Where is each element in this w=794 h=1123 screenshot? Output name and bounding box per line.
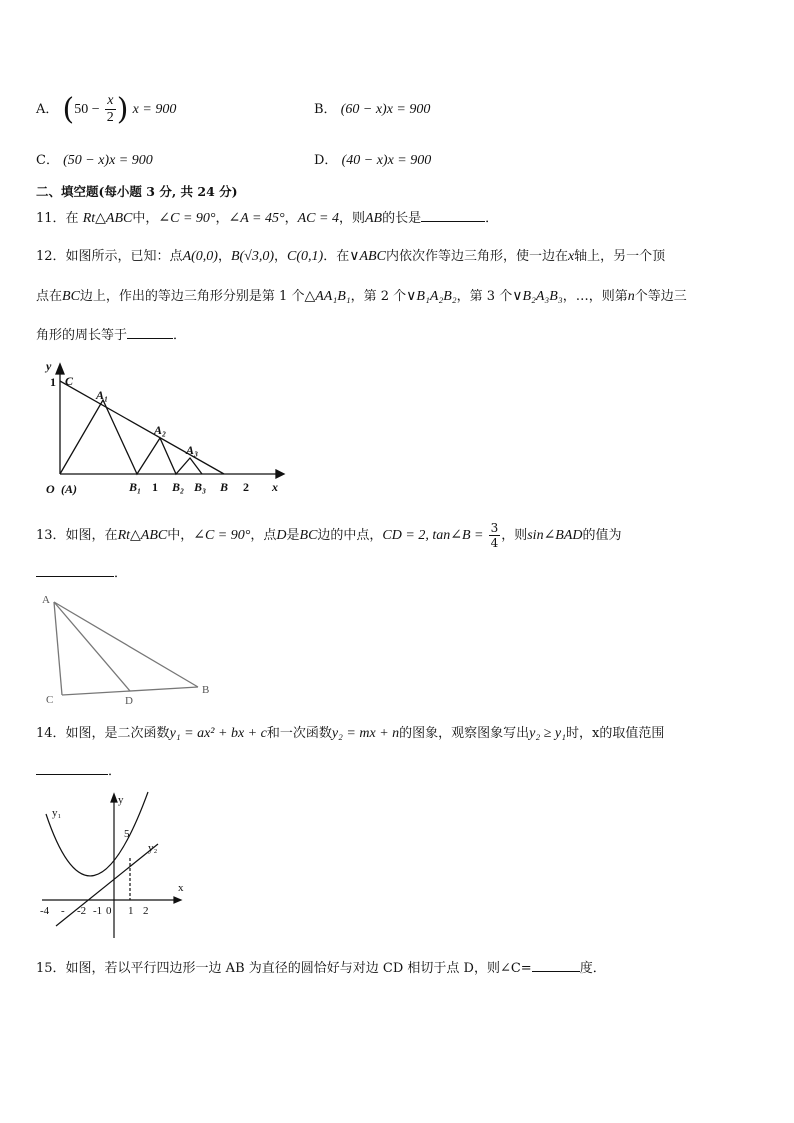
y2-label: y₂ [148,842,158,854]
option-a-frac-num: x [105,94,116,110]
q11-text: 中， [132,211,159,226]
a1-label: A₁ [96,388,109,402]
right-paren: ) [116,92,129,127]
triangles-zigzag [60,400,202,474]
question-14 [36,722,664,742]
q14-math: y₂ ≥ y₁ [529,726,567,741]
option-b-math: (60 − x)x = 900 [340,102,431,117]
q14-text: 的图象，观察图象写出 [399,726,530,741]
option-d-label: D． [314,153,338,168]
option-b [314,98,430,118]
question-12-line-2 [36,285,687,305]
q12-math: ∨B₁A₂B₂ [406,289,457,304]
one-label: 1 [128,905,134,917]
q14-text: 如图，是二次函数 [65,726,170,741]
q12-text: 如图所示，已知：点 [65,249,183,264]
side-ab [54,602,198,687]
option-c [36,149,153,169]
c-label: C [46,694,54,705]
y-label: y [46,359,52,373]
q13-math: Rt△ABC [117,528,168,543]
a2-label: A₂ [154,423,167,437]
x-axis-arrow [174,897,181,903]
q11-text: ， [284,211,298,226]
question-13 [36,522,622,549]
q13-text: 是 [286,528,300,543]
q12-text: 角形的周长等于 [36,328,128,343]
q13-math: ∠C = 90° [193,528,251,543]
two-label: 2 [143,905,149,917]
q14-end: ． [108,764,122,779]
left-paren: ( [62,92,75,127]
q12-math: ∨ABC [349,249,386,264]
q11-text: ，则 [338,211,365,226]
b2-label: B₂ [172,480,185,494]
x-axis-arrow [276,470,284,478]
segment-ad [54,602,130,691]
q13-math: D [276,528,287,543]
q12-text: ， [217,249,231,264]
x-label: x [272,480,278,494]
q12-math: C(0,1) [287,249,324,264]
y-axis-arrow [56,364,64,374]
option-a-frac-den: 2 [106,110,114,125]
neg4-label: -4 [40,905,50,917]
q12-math: A(0,0) [182,249,218,264]
option-a [36,92,176,127]
question-15 [36,957,606,976]
question-12-line-1 [36,245,665,265]
q11-math: ∠C = 90° [158,211,216,226]
option-b-label: B． [314,102,337,117]
neg1-label: -1 [93,905,103,917]
q14-math: y₂ = mx + n [331,726,400,741]
option-c-label: C． [36,153,59,168]
q12-text: 内依次作等边三角形，使一边在 [385,249,568,264]
q13-answer-line [36,562,127,581]
section-heading: 二、填空题(每小题 3 分, 共 24 分) [36,184,238,199]
q12-text: 点在 [36,289,63,304]
q14-figure [36,788,196,943]
zero-label: 0 [106,905,112,917]
q11-text: 在 [65,211,79,226]
q13-text: 边的中点， [317,528,383,543]
question-12-line-3 [36,324,186,343]
q13-text: ，则 [501,528,528,543]
answer-blank[interactable] [127,326,173,339]
line-bc [60,381,224,474]
five-label: 5 [124,828,130,840]
q15-text: 如图，若以平行四边形一边 AB 为直径的圆恰好与对边 CD 相切于点 D，则∠C= [65,961,532,976]
option-c-math: (50 − x)x = 900 [63,153,153,168]
q14-answer-line [36,760,121,779]
b3-label: B₃ [194,480,207,494]
option-a-label: A． [36,102,59,117]
o-label: O [46,482,55,496]
q13-math: CD = 2, tan∠B = [382,528,484,543]
b1-label: B₁ [129,480,142,494]
q14-text: 和一次函数 [266,726,332,741]
side-ac [54,602,62,695]
q11-text: 的长是 [382,211,422,226]
q11-end: ． [485,211,499,226]
q12-math: n [627,289,635,304]
c-label: C [65,374,74,388]
option-a-inner: 50 − [74,102,100,117]
q13-text: ，点 [250,528,277,543]
q11-math: AC = 4 [297,211,339,226]
d-label: D [125,695,133,705]
b-label: B [220,480,229,494]
q12-end: ． [173,328,187,343]
a-label: A [42,594,50,606]
x-one-label: 1 [152,480,158,494]
q13-number: 13． [36,528,66,543]
dash-label: - [61,905,65,917]
origin-a-label: (A) [61,482,77,496]
neg2-label: -2 [77,905,87,917]
q13-text: 中， [167,528,194,543]
q12-math: △AA₁B₁ [304,289,351,304]
option-a-fraction [105,94,116,125]
q12-math: BC [62,289,80,304]
q11-math: ∠A = 45° [228,211,285,226]
y-axis-arrow [111,794,117,802]
q12-text: 边上，作出的等边三角形分别是第 1 个 [79,289,305,304]
q11-text: ， [215,211,229,226]
q12-number: 12． [36,249,66,264]
q12-text: ．在 [323,249,350,264]
q12-math: B(√3,0) [230,249,275,264]
q13-math: sin∠BAD [527,528,583,543]
q12-figure [40,358,290,498]
q15-end: 度． [579,961,606,976]
q13-fraction [489,522,501,549]
q12-text: ，第 2 个 [350,289,407,304]
b-label: B [202,684,210,696]
q13-text: 的值为 [582,528,622,543]
answer-blank[interactable] [532,959,580,972]
question-11 [36,207,498,227]
q13-frac-den: 4 [490,536,499,550]
q13-text: 如图，在 [65,528,118,543]
parabola-y1 [46,792,148,876]
x-two-label: 2 [243,480,249,494]
option-a-rest: x = 900 [132,102,177,117]
x-label: x [178,882,184,894]
q12-math: x [567,249,575,264]
q14-text: 时，x的取值范围 [566,726,665,741]
q13-frac-num: 3 [490,521,499,535]
q12-text: 个等边三 [634,289,687,304]
q12-math: ∨B₂A₃B₃ [512,289,563,304]
a3-label: A₃ [186,443,199,457]
q13-end: ． [114,566,128,581]
q12-text: ，第 3 个 [456,289,513,304]
q14-number: 14． [36,726,66,741]
option-d [314,149,431,169]
y1-label: y₁ [52,807,62,819]
y-label: y [118,794,124,806]
y-one-label: 1 [50,375,56,389]
q11-number: 11． [36,211,66,226]
q12-text: 轴上，另一个顶 [574,249,666,264]
q11-math: AB [364,211,383,226]
option-d-math: (40 − x)x = 900 [341,153,432,168]
answer-blank[interactable] [421,209,485,222]
q15-number: 15． [36,961,66,976]
q12-text: ，…，则第 [562,289,628,304]
q12-text: ， [274,249,288,264]
q13-math: BC [299,528,318,543]
q14-math: y₁ = ax² + bx + c [169,726,267,741]
answer-blank[interactable] [36,564,114,577]
q11-math: Rt△ABC [82,211,133,226]
answer-blank[interactable] [36,762,108,775]
q13-figure [36,590,226,705]
